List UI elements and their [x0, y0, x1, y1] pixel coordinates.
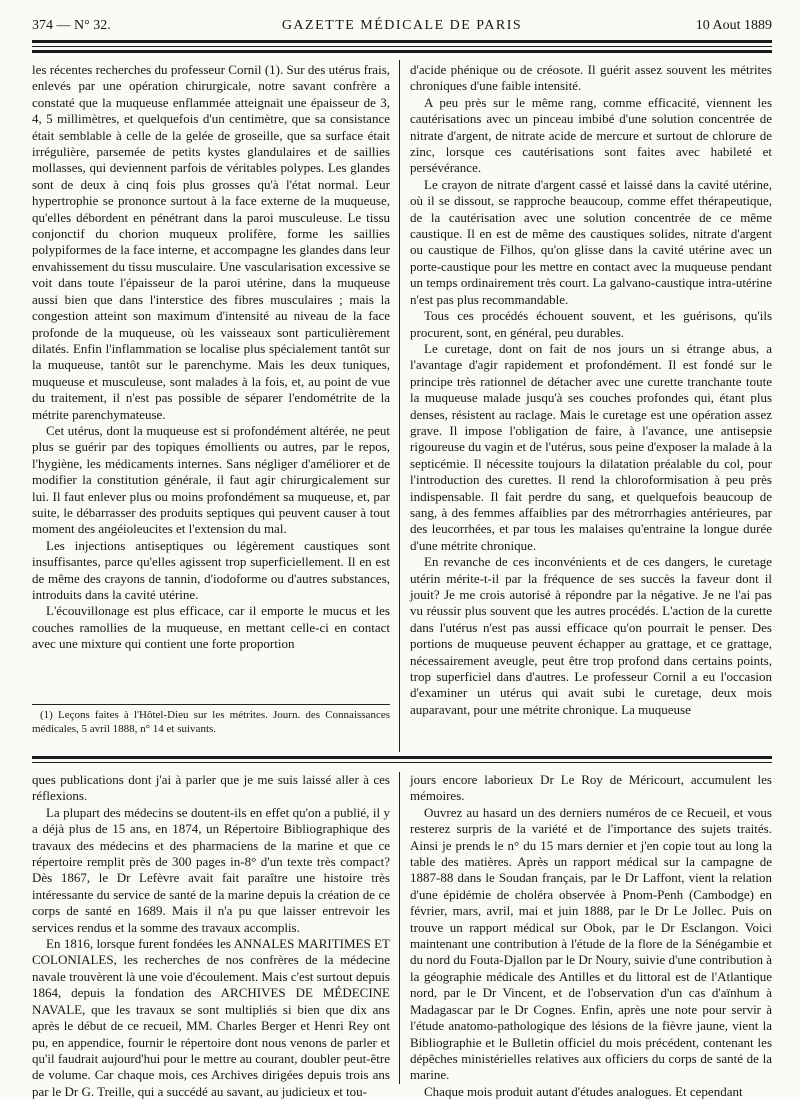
- feuilleton-column-left: [32, 772, 390, 1099]
- issue-date: 10 Aout 1889: [695, 18, 772, 33]
- article-column-left: [32, 62, 390, 702]
- section-rule: [32, 756, 772, 759]
- paragraph: Cet utérus, dont la muqueuse est si profondément altérée, ne peut plus se guérir par des topiques émollients ou autres, par le repos, l'hygiène, les médicaments internes. Sans négliger d'améliorer et de modifier la constitution générale, il faut agir chirurgicalement sur lui. Il faut enlever plus ou moins profondément sa muqueuse, et, par suite, le débarrasser des produits septiques qui peuvent causer à tout moment des angéioleucites et l'extension du mal.: [32, 422, 390, 537]
- header-rule-2: [32, 50, 772, 53]
- footnote: [32, 708, 390, 744]
- paragraph: les récentes recherches du professeur Cornil (1). Sur des utérus frais, enlevés par une opération chirurgicale, notre savant confrère a constaté que la muqueuse enflammée atteignait une épaisseur de 3, 4, 5 millimètres, et quelquefois d'un centimètre, que sa consistance était semblable à celle de la gelée de groseille, que sa surface était irrégulière, parsemée de petits kystes glandulaires et de saillies mollasses, qui deviennent parfois de véritables polypes. Les glandes sont de deux à cinq fois plus grosses qu'à l'état normal. Leur hypertrophie se prononce surtout à la face externe de la muqueuse, qu'elles débordent en pénétrant dans la paroi musculeuse. Le tissu conjonctif du chorion muqueux prolifère, forme les saillies polypiformes de la face interne, et accompagne les glandes dans leur envahissement du tissu musculaire. Une vascularisation excessive se voit dans toute l'épaisseur de la paroi utérine, dans la muqueuse aussi bien que dans l'interstice des fibres musculaires ; mais la congestion atteint son maximum d'intensité au niveau de la face profonde de la muqueuse, où les vaisseaux sont particulièrement dilatés. Enfin l'inflammation se localise plus spécialement tantôt sur la muqueuse, tantôt sur le parenchyme. Mais les deux tuniques, muqueuse et musculeuse, sont malades à la fois, et, au point de vue du traitement, il n'est pas possible de séparer l'endométrite de la métrite parenchymateuse.: [32, 62, 390, 422]
- header-rule: [32, 40, 772, 43]
- feuilleton-column-right: [410, 772, 772, 1099]
- paragraph: ques publications dont j'ai à parler que je me suis laissé aller à ces réflexions.: [32, 772, 390, 804]
- paragraph: d'acide phénique ou de créosote. Il guérit assez souvent les métrites chroniques d'une faible intensité.: [410, 62, 772, 94]
- paragraph: Le curetage, dont on fait de nos jours un si étrange abus, a l'avantage d'agir rapidement et profondément. Il est fondé sur le principe très rationnel de détacher avec une curette tranchante toute la muqueuse malade jusqu'à ses couches profondes qui, étant plus denses, résistent au raclage. Mais le curetage est une opération assez grave. Il impose l'obligation de faire, à l'avance, une antisepsie rigoureuse du vagin et de l'utérus, sous peine d'exposer la malade à la septicémie. Il nécessite toujours la dilatation préalable du col, pour l'introduction des curettes. Il rend la chloroformisation à peu près indispensable. Il fait perdre du sang, et quelquefois beaucoup de sang, à des femmes affaiblies par des métrorrhagies antérieures, par des leucorrhées, et par tous les malaises qu'entraine la longue durée d'une métrite chronique.: [410, 340, 772, 553]
- paragraph: L'écouvillonage est plus efficace, car il emporte le mucus et les couches ramollies de la muqueuse, en mettant celle-ci en contact avec une mixture qui contient une forte proportion: [32, 603, 390, 652]
- paragraph: Le crayon de nitrate d'argent cassé et laissé dans la cavité utérine, où il se dissout, se rapproche beaucoup, comme effet thérapeutique, de la cautérisation avec une solution concentrée de ce même caustique. Il en est de même des caustiques solides, nitrate d'argent ou caustique de Filhos, qu'on glisse dans la cavité utérine avec un porte-caustique pour les mettre en contact avec la muqueuse pendant un temps ordinairement très court. La galvano-caustique intra-utérine n'est pas plus recommandable.: [410, 176, 772, 307]
- paragraph: La plupart des médecins se doutent-ils en effet qu'on a publié, il y a déjà plus de 15 ans, en 1874, un Répertoire Bibliographique des travaux des médecins et des pharmaciens de la marine et que ce répertoire remplit près de 300 pages in-8° d'un texte très compact? Dès 1867, le Dr Lefèvre avait fait paraître une histoire très intéressante du service de santé de la marine depuis la création de ce corps de santé en 1689. Mais il n'a pu que laisser entrevoir les services rendus et la somme des travaux accomplis.: [32, 804, 390, 935]
- article-column-right: [410, 62, 772, 752]
- paragraph: A peu près sur le même rang, comme efficacité, viennent les cautérisations avec un pinceau imbibé d'une solution concentrée de nitrate d'argent, de nitrate acide de mercure et surtout de chlorure de zinc, lorsque ces cautérisations sont faites avec habileté et persévérance.: [410, 94, 772, 176]
- header-rule-thin: [32, 46, 772, 47]
- paragraph: En 1816, lorsque furent fondées les ANNALES MARITIMES ET COLONIALES, les recherches de nos confrères de la médecine navale trouvèrent là une voie d'écoulement. Mais c'est surtout depuis 1864, depuis la fondation des ARCHIVES DE MÉDECINE NAVALE, que les travaux se sont multipliés si bien que dix ans après le début de ce recueil, MM. Charles Berger et Henri Rey ont pu, en appendice, fournir le répertoire dont nous venons de parler et qu'il faudrait aujourd'hui pour le mettre au courant, doubler peut-être de volume. Car chaque mois, ces Archives dirigées depuis trois ans par le Dr G. Treille, qui a succédé au savant, au judicieux et tou-: [32, 936, 390, 1099]
- journal-title: GAZETTE MÉDICALE DE PARIS: [281, 18, 523, 33]
- column-divider: [399, 60, 400, 752]
- page-number: 374 — N° 32.: [32, 18, 111, 33]
- paragraph: Ouvrez au hasard un des derniers numéros de ce Recueil, et vous resterez surpris de la variété et de l'importance des sujets traités. Ainsi je prends le n° du 15 mars dernier et j'en copie tout au long la table des matières. Après un rapport médical sur la campagne de 1887-88 dans le Soudan français, par le Dr Laffont, vient la relation d'une épidémie de choléra observée à Pnom-Penh (Cambodge) en février, mars, avril, mai et juin 1888, par le Dr Le Jollec. Puis on trouve un rapport médical sur Obok, par le Dr Esclangon. Voici maintenant une contribution à l'étude de la flore de la Sénégambie et du nord du Fouta-Djallon par le Dr Noury, suivie d'une contribution à la géographie médicale des Antilles et du littoral est de l'Atlantique nord, par le Dr Vincent, et de l'observation d'un cas d'aïnhum à Madagascar par le Dr Cognes. Enfin, après une note pour servir à l'étude anatomo-pathologique des lésions de la fièvre jaune, vient la Bibliographie et le Bulletin officiel du mois précédent, contenant les dépêches ministérielles relatives aux officiers du corps de santé de la marine.: [410, 804, 772, 1083]
- paragraph: Tous ces procédés échouent souvent, et les guérisons, qu'ils procurent, sont, en général, peu durables.: [410, 308, 772, 340]
- paragraph: Les injections antiseptiques ou légèrement caustiques sont insuffisantes, parce qu'elles agissent trop superficiellement. Il en est de même des crayons de tannin, d'iodoforme ou d'autres substances, introduits dans la cavité utérine.: [32, 537, 390, 602]
- paragraph: jours encore laborieux Dr Le Roy de Méricourt, accumulent les mémoires.: [410, 772, 772, 804]
- running-head: [32, 14, 772, 38]
- paragraph: Chaque mois produit autant d'études analogues. Et cependant: [424, 1083, 743, 1099]
- footnote-text: (1) Leçons faites à l'Hôtel-Dieu sur les métrites. Journ. des Connaissances médicales, 5 avril 1888, n° 14 et suivants.: [32, 709, 390, 735]
- footnote-rule: [32, 704, 390, 705]
- section-rule-thin: [32, 762, 772, 763]
- column-divider: [399, 772, 400, 1084]
- paragraph: En revanche de ces inconvénients et de ces dangers, le curetage utérin mérite-t-il par la fréquence de ses succès la faveur dont il jouit? Je me crois autorisé à répondre par la négative. Je ne l'ai pas vu réussir plus souvent que les autres procédés. L'action de la curette dans l'utérus n'est pas aussi efficace qu'on pourrait le penser. Des portions de muqueuse peuvent échapper au grattage, et ce grattage, nécessairement aveugle, peut être trop profond dans certains points, trop superficiel dans d'autres. Le professeur Cornil a eu l'occasion d'examiner un utérus qui avait subi le curetage, deux mois auparavant, pour une métrite chronique. La muqueuse: [410, 554, 772, 717]
